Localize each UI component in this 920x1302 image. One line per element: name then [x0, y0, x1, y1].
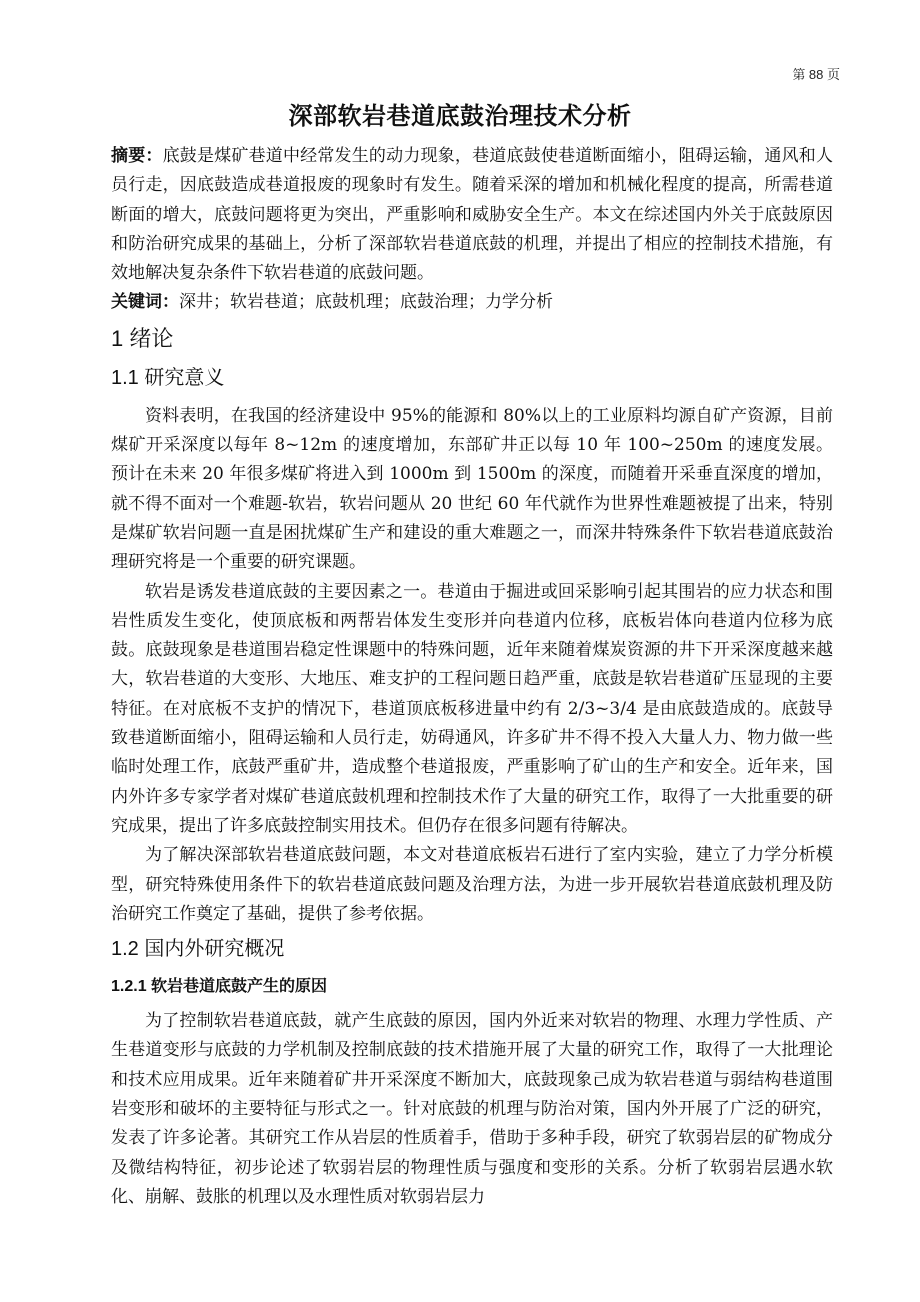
keywords-label: 关键词：: [111, 292, 179, 313]
section-heading-1-2: 1.2 国内外研究概况: [111, 938, 285, 961]
keywords: [111, 288, 833, 317]
page-number: 第 88 页: [792, 67, 840, 82]
abstract-label: 摘要：: [111, 146, 163, 166]
paragraph: 软岩是诱发巷道底鼓的主要因素之一。巷道由于掘进或回采影响引起其围岩的应力状态和围岩性质发生变化，使顶底板和两帮岩体发生变形并向巷道内位移，底板岩体向巷道内位移为底鼓。底鼓现象是巷道围岩稳定性课题中的特殊问题，近年来随着煤炭资源的井下开采深度越来越大，软岩巷道的大变形、大地压、难支护的工程问题日趋严重，底鼓是软岩巷道矿压显现的主要特征。在对底板不支护的情况下，巷道顶底板移进量中约有 2/3~3/4 是由底鼓造成的。底鼓导致巷道断面缩小，阻碍运输和人员行走，妨碍通风，许多矿井不得不投入大量人力、物力做一些临时处理工作，底鼓严重矿井，造成整个巷道报废，严重影响了矿山的生产和安全。近年来，国内外许多专家学者对煤矿巷道底鼓机理和控制技术作了大量的研究工作，取得了一大批重要的研究成果，提出了许多底鼓控制实用技术。但仍存在很多问题有待解决。: [111, 581, 833, 836]
section-heading-1-2-1: 1.2.1 软岩巷道底鼓产生的原因: [111, 978, 328, 996]
abstract: [111, 142, 833, 288]
paragraph: 为了解决深部软岩巷道底鼓问题，本文对巷道底板岩石进行了室内实验，建立了力学分析模型，研究特殊使用条件下的软岩巷道底鼓问题及治理方法，为进一步开展软岩巷道底鼓机理及防治研究工作奠定了基础，提供了参考依据。: [111, 845, 833, 924]
document-title: 深部软岩巷道底鼓治理技术分析: [288, 102, 632, 130]
abstract-text: 底鼓是煤矿巷道中经常发生的动力现象，巷道底鼓使巷道断面缩小，阻碍运输，通风和人员行走，因底鼓造成巷道报废的现象时有发生。随着采深的增加和机械化程度的提高，所需巷道断面的增大，底鼓问题将更为突出，严重影响和威胁安全生产。本文在综述国内外关于底鼓原因和防治研究成果的基础上，分析了深部软岩巷道底鼓的机理，并提出了相应的控制技术措施，有效地解决复杂条件下软岩巷道的底鼓问题。: [111, 146, 834, 284]
section-heading-1: 1 绪论: [111, 325, 174, 351]
document-body: [111, 142, 833, 1212]
paragraph: 为了控制软岩巷道底鼓，就产生底鼓的原因，国内外近来对软岩的物理、水理力学性质、产生巷道变形与底鼓的力学机制及控制底鼓的技术措施开展了大量的研究工作，取得了一大批理论和技术应用成果。近年来随着矿井开采深度不断加大，底鼓现象己成为软岩巷道与弱结构巷道围岩变形和破坏的主要特征与形式之一。针对底鼓的机理与防治对策，国内外开展了广泛的研究，发表了许多论著。其研究工作从岩层的性质着手，借助于多种手段，研究了软弱岩层的矿物成分及微结构特征，初步论述了软弱岩层的物理性质与强度和变形的关系。分析了软弱岩层遇水软化、崩解、鼓胀的机理以及水理性质对软弱岩层力: [111, 1011, 833, 1207]
paragraph: 资料表明，在我国的经济建设中 95%的能源和 80%以上的工业原料均源自矿产资源，目前煤矿开采深度以每年 8~12m 的速度增加，东部矿井正以每 10 年 100~250m 的速度发展。预计在未来 20 年很多煤矿将进入到 1000m 到 1500m 的深度，而随着开采垂直深度的增加，就不得不面对一个难题-软岩，软岩问题从 20 世纪 60 年代就作为世界性难题被提了出来，特别是煤矿软岩问题一直是困扰煤矿生产和建设的重大难题之一，而深井特殊条件下软岩巷道底鼓治理研究将是一个重要的研究课题。: [111, 405, 833, 573]
keywords-text: 深井；软岩巷道；底鼓机理；底鼓治理；力学分析: [179, 292, 553, 313]
section-heading-1-1: 1.1 研究意义: [111, 366, 225, 389]
